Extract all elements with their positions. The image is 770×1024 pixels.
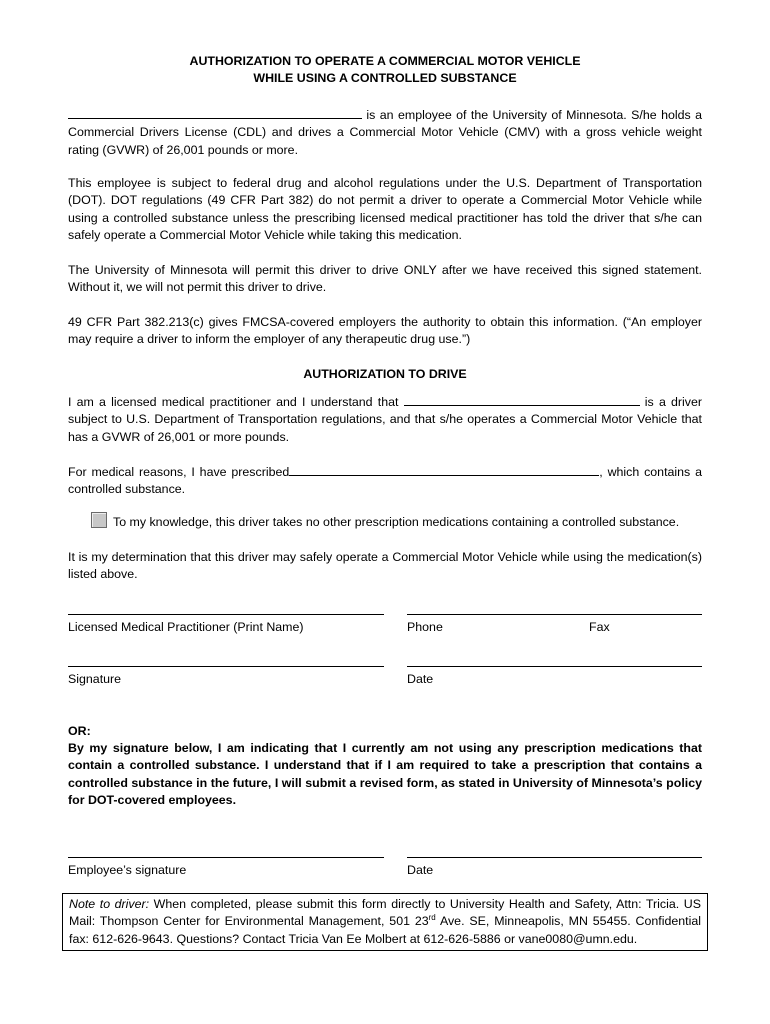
- permit-paragraph: The University of Minnesota will permit this driver to drive ONLY after we have received this signed statement. Without it, we will not permit this driver to drive.: [68, 263, 702, 295]
- signature-label: Signature: [68, 672, 122, 686]
- driver-name-field[interactable]: [404, 392, 640, 406]
- note-text-end: Ave. SE, Minneapolis, MN 55455. Confidential fax: 612-626-9643. Questions? Contact Tricia Van Ee Molbert at 612-626-5886 or vane0080@umn.edu.: [69, 914, 702, 946]
- note-to-driver-box: [62, 893, 708, 951]
- no-other-medications-checkbox[interactable]: [91, 512, 107, 528]
- employee-signature-line[interactable]: [68, 857, 384, 858]
- prescription-paragraph: [68, 462, 702, 499]
- practitioner-signature-line[interactable]: [68, 666, 384, 667]
- or-label: OR:: [68, 724, 91, 738]
- phone-fax-line[interactable]: [407, 614, 702, 615]
- checkbox-label: To my knowledge, this driver takes no other prescription medications containing a controlled substance.: [113, 515, 680, 529]
- employee-date-line[interactable]: [407, 857, 702, 858]
- authorization-heading: AUTHORIZATION TO DRIVE: [303, 367, 467, 381]
- prescription-field[interactable]: [289, 462, 599, 476]
- prescription-text-start: For medical reasons, I have prescribed: [68, 465, 290, 479]
- note-superscript: rd: [428, 913, 436, 923]
- intro-text: is an employee of the University of Minnesota. S/he holds a Commercial Drivers License (CDL) and drives a Commercial Motor Vehicle (CMV) with a gross vehicle weight rating (GVWR) of 26,001 pounds or more.: [68, 108, 702, 157]
- form-title-line-2: WHILE USING A CONTROLLED SUBSTANCE: [253, 71, 517, 85]
- regulations-paragraph: This employee is subject to federal drug and alcohol regulations under the U.S. Department of Transportation (DOT). DOT regulations (49 CFR Part 382) do not permit a driver to operate a Commercial Motor Vehicle while using a controlled substance unless the prescribing licensed medical practitioner has told the driver that s/he can safely operate a Commercial Motor Vehicle while taking this medication.: [68, 176, 702, 243]
- employee-name-field[interactable]: [68, 105, 362, 119]
- practitioner-date-line[interactable]: [407, 666, 702, 667]
- prescription-text-end: , which contains a controlled substance.: [68, 465, 702, 497]
- employee-date-label: Date: [407, 863, 434, 877]
- phone-label: Phone: [407, 620, 443, 634]
- note-label: Note to driver:: [69, 897, 150, 911]
- intro-paragraph: [68, 105, 702, 159]
- note-text-start: When completed, please submit this form directly to University Health and Safety, Attn: Tricia. US Mail: Thompson Center for Environmental Management, 501 23: [69, 897, 701, 929]
- practitioner-name-line[interactable]: [68, 614, 384, 615]
- authorization-paragraph: [68, 392, 702, 446]
- form-title-line-1: AUTHORIZATION TO OPERATE A COMMERCIAL MOTOR VEHICLE: [189, 54, 581, 68]
- practitioner-name-label: Licensed Medical Practitioner (Print Name): [68, 620, 304, 634]
- employee-statement: By my signature below, I am indicating that I currently am not using any prescription medications that contain a controlled substance. I understand that if I am required to take a prescription that contains a controlled substance in the future, I will submit a revised form, as stated in University of Minnesota’s policy for DOT-covered employees.: [68, 741, 702, 808]
- authorization-text-start: I am a licensed medical practitioner and I understand that: [68, 395, 404, 409]
- cfr-paragraph: 49 CFR Part 382.213(c) gives FMCSA-covered employers the authority to obtain this information. (“An employer may require a driver to inform the employer of any therapeutic drug use.”): [68, 315, 702, 347]
- determination-paragraph: It is my determination that this driver may safely operate a Commercial Motor Vehicle while using the medication(s) listed above.: [68, 550, 702, 582]
- employee-signature-label: Employee’s signature: [68, 863, 187, 877]
- fax-label: Fax: [589, 620, 610, 634]
- practitioner-date-label: Date: [407, 672, 434, 686]
- authorization-text-end: is a driver subject to U.S. Department of Transportation regulations, and that s/he operates a Commercial Motor Vehicle that has a GVWR of 26,001 or more pounds.: [68, 395, 702, 444]
